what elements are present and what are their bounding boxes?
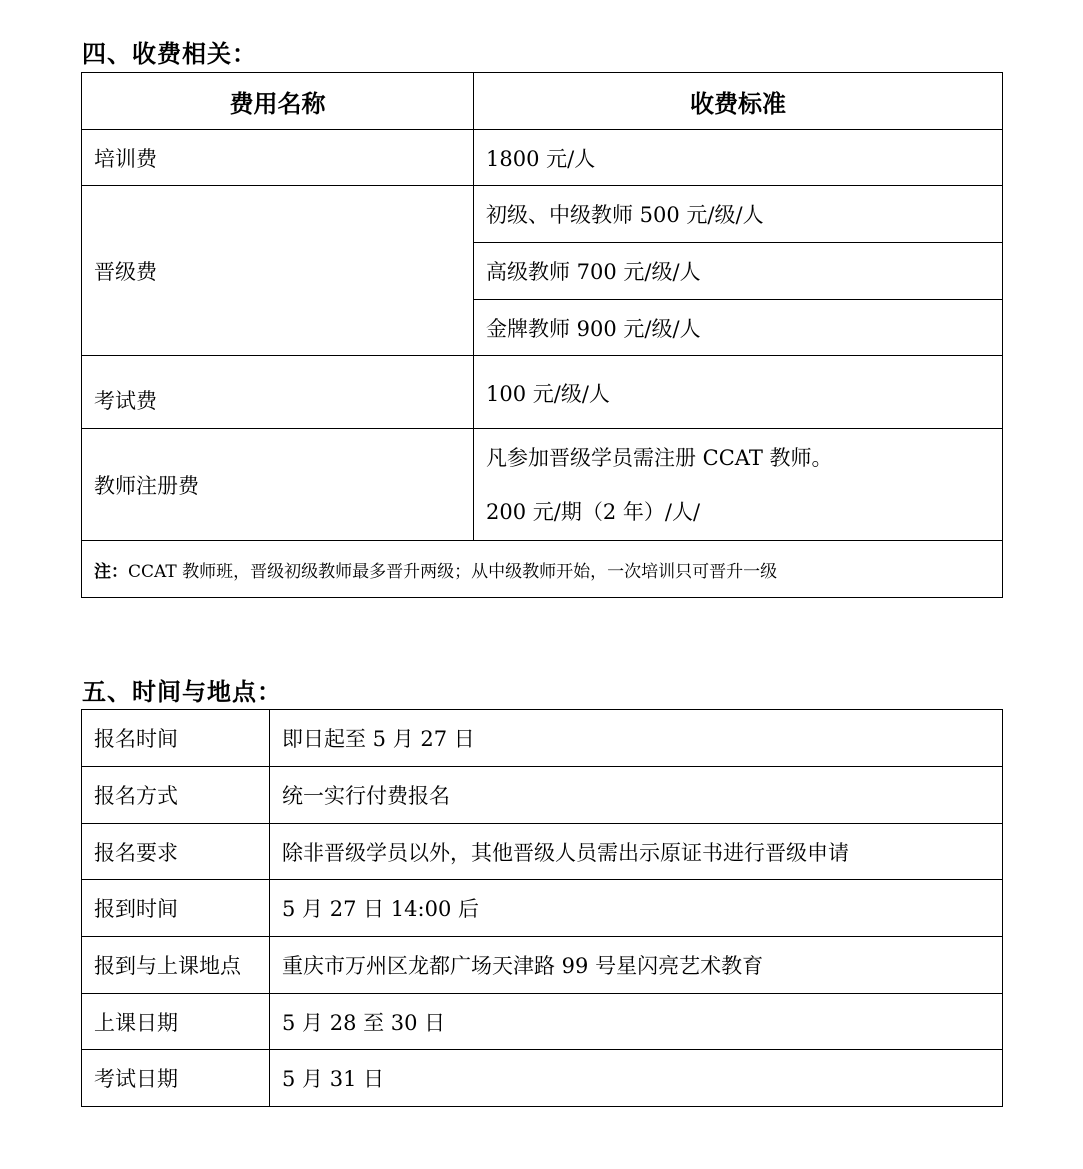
table-row	[82, 356, 1003, 429]
table-row	[82, 130, 1003, 186]
header-fee-name: 费用名称	[82, 73, 474, 130]
section-4-title: 四、收费相关：	[82, 39, 257, 68]
fee-name-exam: 考试费	[82, 356, 474, 429]
schedule-label: 考试日期	[82, 1050, 270, 1107]
section-5-title: 五、时间与地点：	[82, 677, 282, 706]
registration-requirement: 凡参加晋级学员需注册 CCAT 教师。	[486, 445, 833, 470]
fee-value-registration	[474, 429, 1003, 541]
fee-value-upgrade-senior: 高级教师 700 元/级/人	[474, 243, 1003, 300]
fee-value-upgrade-junior: 初级、中级教师 500 元/级/人	[474, 186, 1003, 243]
schedule-label: 报名要求	[82, 824, 270, 880]
schedule-value: 统一实行付费报名	[270, 767, 1003, 824]
table-header-row	[82, 73, 1003, 130]
schedule-table	[81, 709, 1003, 1107]
schedule-label: 报名时间	[82, 710, 270, 767]
table-row	[82, 186, 1003, 243]
fee-value-training: 1800 元/人	[474, 130, 1003, 186]
schedule-value: 5 月 27 日 14:00 后	[270, 880, 1003, 937]
schedule-label: 报到与上课地点	[82, 937, 270, 994]
schedule-value: 5 月 28 至 30 日	[270, 994, 1003, 1050]
table-row	[82, 994, 1003, 1050]
fee-name-upgrade: 晋级费	[82, 186, 474, 356]
fee-name-registration: 教师注册费	[82, 429, 474, 541]
fee-table	[81, 72, 1003, 598]
registration-price: 200 元/期（2 年）/人/	[486, 499, 701, 524]
schedule-value: 5 月 31 日	[270, 1050, 1003, 1107]
schedule-value: 除非晋级学员以外，其他晋级人员需出示原证书进行晋级申请	[270, 824, 1003, 880]
table-row	[82, 767, 1003, 824]
fee-value-exam: 100 元/级/人	[474, 356, 1003, 429]
table-row	[82, 1050, 1003, 1107]
note-text: CCAT 教师班，晋级初级教师最多晋升两级；从中级教师开始，一次培训只可晋升一级	[128, 561, 778, 582]
schedule-label: 报到时间	[82, 880, 270, 937]
table-row	[82, 824, 1003, 880]
table-row	[82, 710, 1003, 767]
fee-value-upgrade-gold: 金牌教师 900 元/级/人	[474, 300, 1003, 356]
table-row	[82, 880, 1003, 937]
schedule-label: 报名方式	[82, 767, 270, 824]
schedule-value: 即日起至 5 月 27 日	[270, 710, 1003, 767]
header-fee-standard: 收费标准	[474, 73, 1003, 130]
schedule-label: 上课日期	[82, 994, 270, 1050]
note-label: 注：	[94, 561, 128, 582]
table-row	[82, 429, 1003, 541]
fee-note	[82, 541, 1003, 598]
table-note-row	[82, 541, 1003, 598]
schedule-value: 重庆市万州区龙都广场天津路 99 号星闪亮艺术教育	[270, 937, 1003, 994]
table-row	[82, 937, 1003, 994]
fee-name-training: 培训费	[82, 130, 474, 186]
